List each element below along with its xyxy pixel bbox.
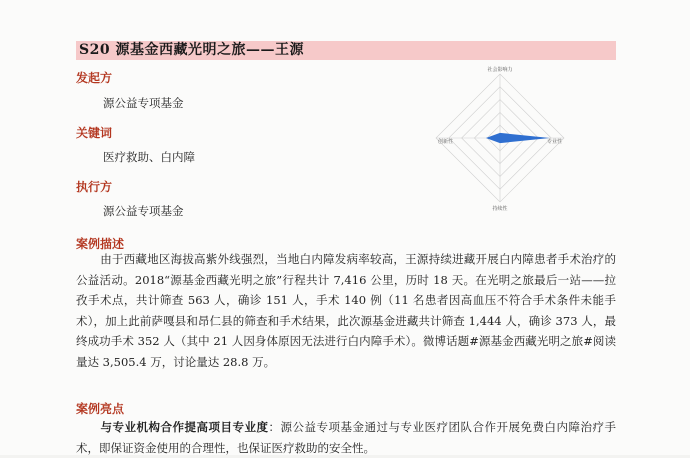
- keywords-heading: 关键词: [76, 126, 113, 140]
- description-heading: 案例描述: [76, 237, 125, 251]
- radar-chart: [395, 62, 605, 222]
- highlights-heading: 案例亮点: [76, 402, 125, 416]
- executor-value: 源公益专项基金: [103, 204, 184, 218]
- highlights-body: ：源公益专项基金通过与专业医疗团队合作开展免费白内障治疗手术，即保证资金使用的合理性，也保证医疗救助的安全性。: [76, 420, 616, 455]
- radar-axis-label-sustainability: 持续性: [492, 206, 508, 212]
- highlights-lead: 与专业机构合作提高项目专业度: [100, 420, 269, 434]
- description-body: 由于西藏地区海拔高紫外线强烈，当地白内障发病率较高，王源持续进藏开展白内障患者手术治疗的公益活动。2018“源基金西藏光明之旅”行程共计 7,416 公里，历时 18 天。在光明之旅最后一站——拉孜手术点，共计筛查 563 人，确诊 151 人，手术 140 例（11 名患者因高血压不符合手术条件未能手术），加上此前萨嘎县和昂仁县的筛查和手术结果，此次源基金进藏共计筛查 1,444 人，确诊 373 人，最终成功手术 352 人（其中 21 人因身体原因无法进行白内障手术）。微博话题#源基金西藏光明之旅#阅读量达 3,505.4 万，讨论量达 28.8 万。: [76, 252, 616, 369]
- initiator-value: 源公益专项基金: [103, 96, 184, 110]
- radar-axis-label-social-impact: 社会影响力: [487, 67, 513, 73]
- radar-axis-label-professionalism: 专业性: [547, 139, 563, 145]
- executor-heading: 执行方: [76, 180, 113, 194]
- highlights-text: [76, 417, 616, 458]
- description-text: [76, 249, 616, 372]
- radar-axis-label-innovation: 创新性: [437, 139, 453, 145]
- initiator-heading: 发起方: [76, 71, 113, 85]
- page-title: S20 源基金西藏光明之旅——王源: [76, 41, 616, 60]
- radar-value-shape: [486, 133, 550, 143]
- keywords-value: 医疗救助、白内障: [103, 150, 195, 164]
